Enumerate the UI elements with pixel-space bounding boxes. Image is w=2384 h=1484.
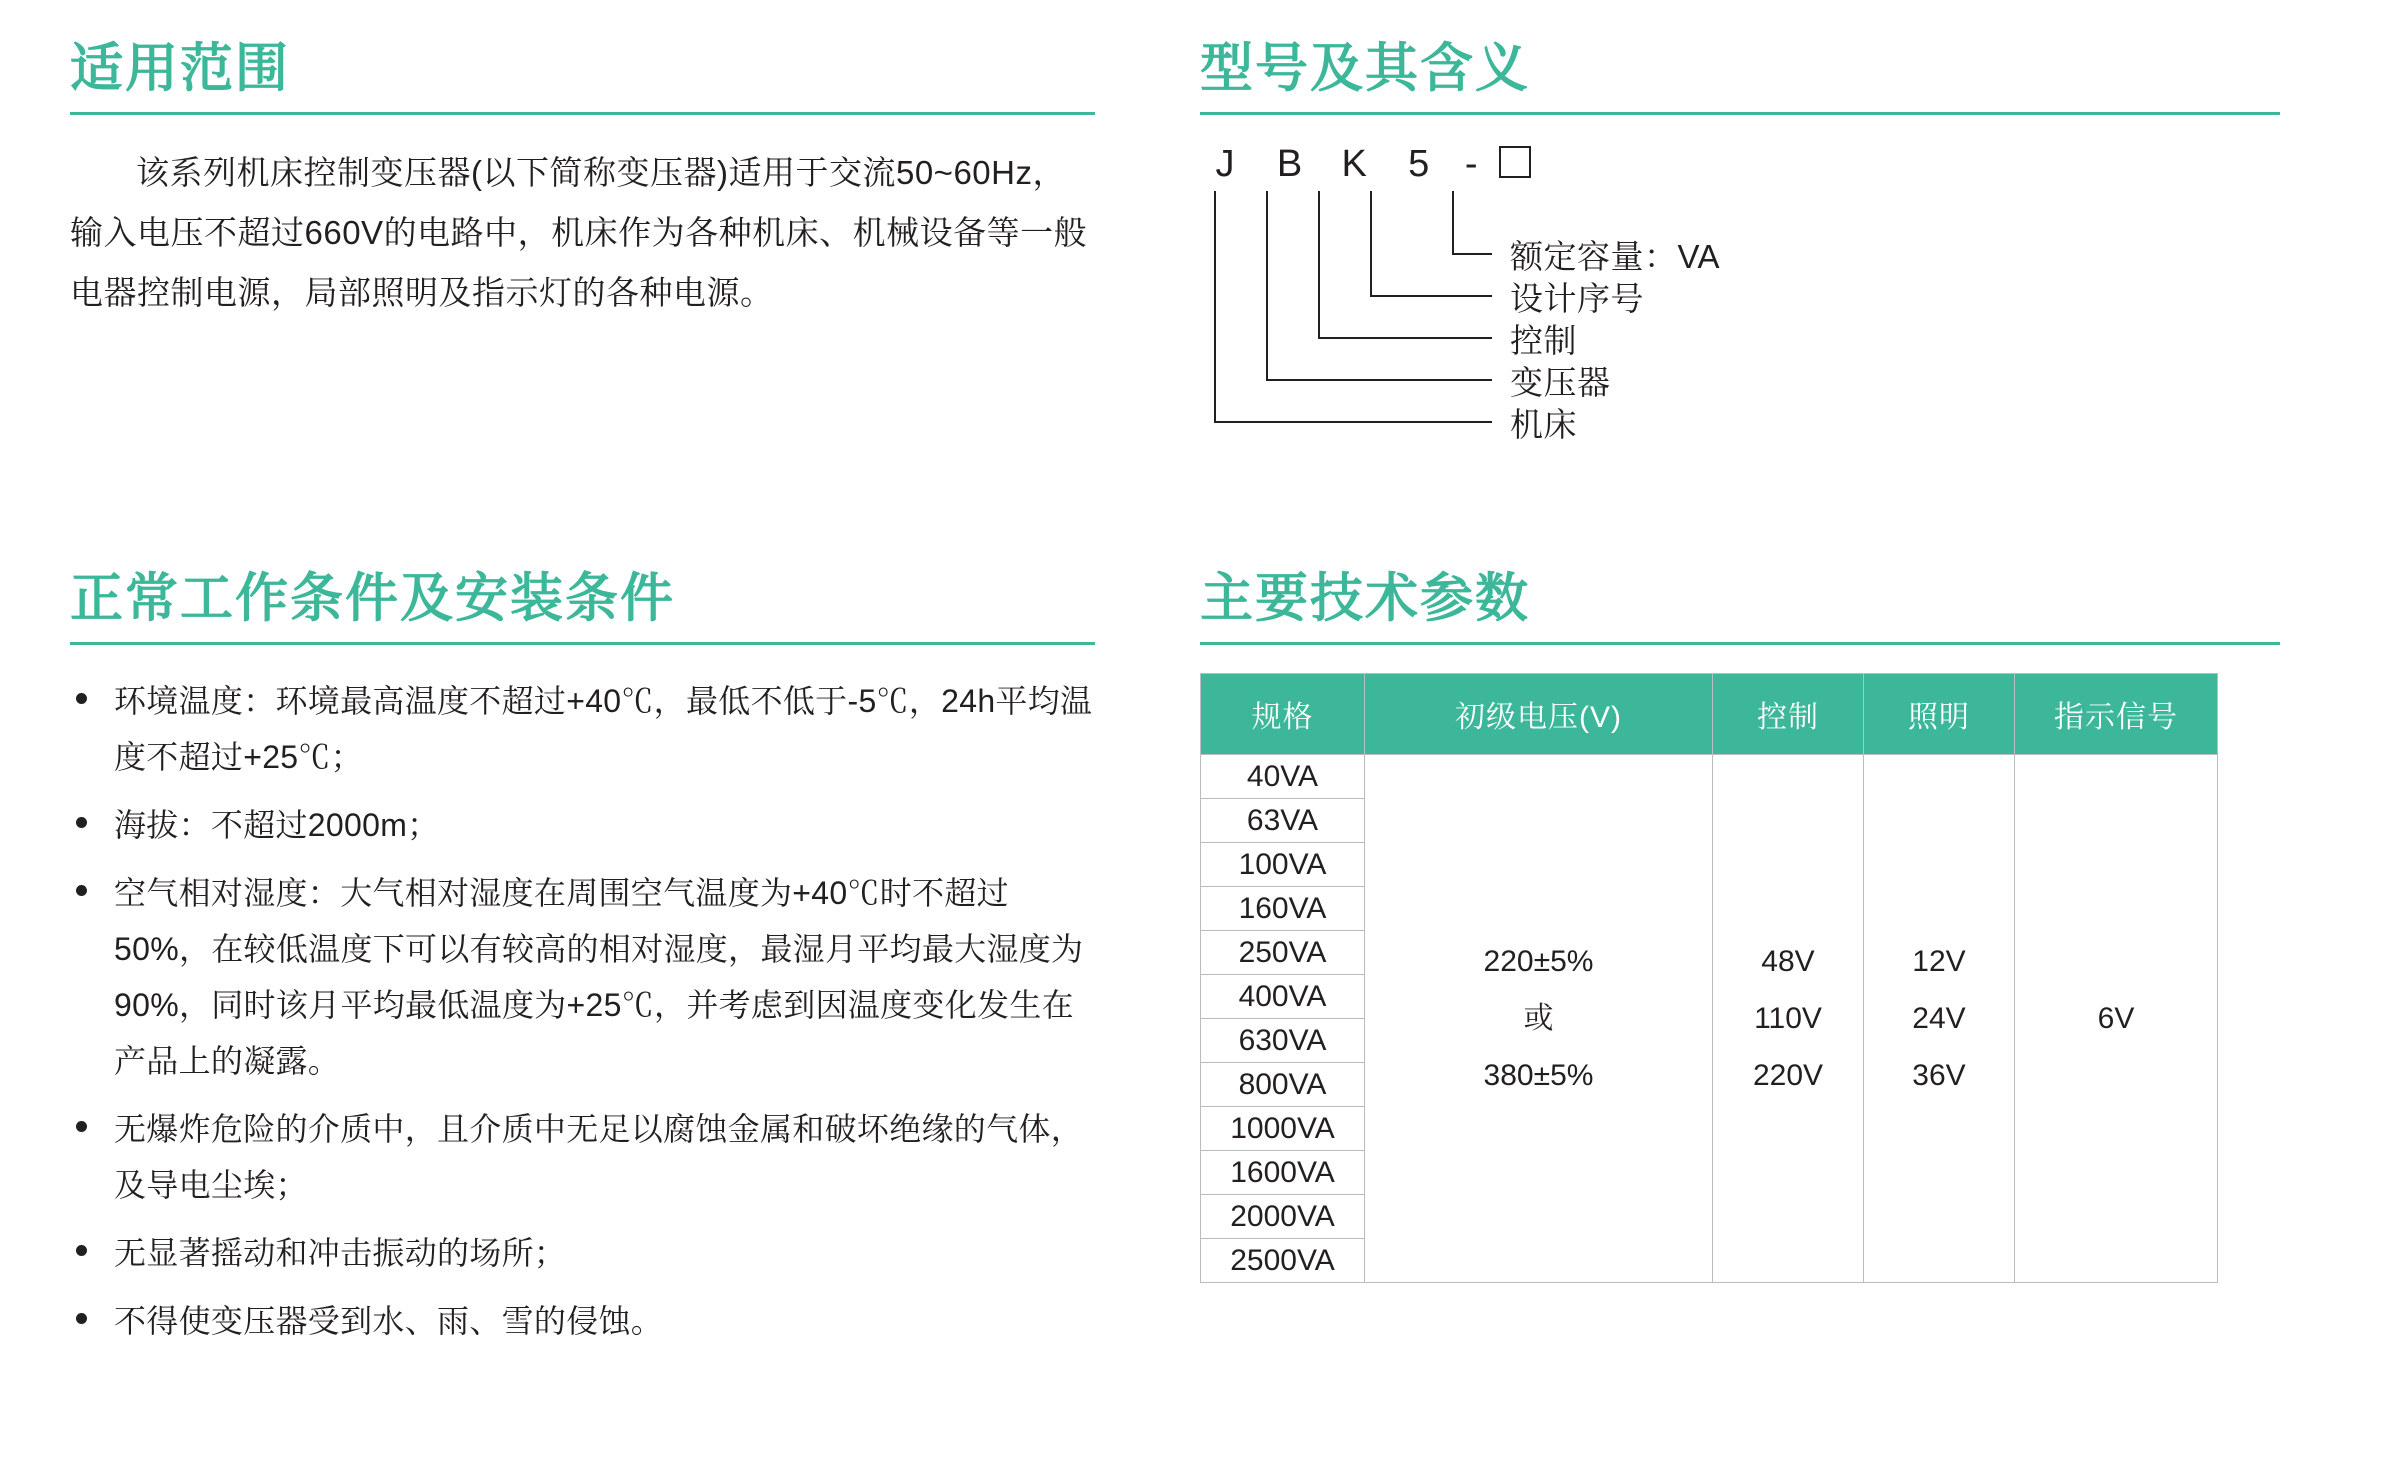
- model-code-string: [1200, 143, 1531, 186]
- bullet-dot-icon: [76, 1313, 87, 1324]
- section-params-title: 主要技术参数: [1200, 569, 1530, 628]
- section-scope-title: 适用范围: [70, 39, 290, 98]
- list-item-text: 环境温度：环境最高温度不超过+40℃，最低不低于-5℃，24h平均温度不超过+25℃；: [114, 683, 1093, 776]
- table-header-row: [1201, 674, 2218, 755]
- primary-voltage-line-3: 380±5%: [1483, 1059, 1594, 1093]
- lighting-line-3: 36V: [1912, 1059, 1966, 1093]
- control-line-1: 48V: [1761, 945, 1815, 979]
- list-item-text: 海拔：不超过2000m；: [114, 807, 440, 844]
- section-model: [1200, 40, 2280, 453]
- table-cell-primary-voltage: [1365, 755, 1713, 1283]
- model-code-digit-5: 5: [1408, 143, 1432, 186]
- section-model-divider: [1200, 112, 2280, 115]
- model-leader-design-label: 设计序号: [1510, 280, 1644, 318]
- model-code-diagram: [1200, 143, 2200, 453]
- section-scope-divider: [70, 112, 1095, 115]
- list-item: [70, 865, 1095, 1089]
- section-scope-paragraph: 该系列机床控制变压器(以下简称变压器)适用于交流50~60Hz，输入电压不超过660V的电路中，机床作为各种机床、机械设备等一般电器控制电源，局部照明及指示灯的各种电源。: [70, 154, 1088, 312]
- list-item-text: 空气相对湿度：大气相对湿度在周围空气温度为+40℃时不超过50%，在较低温度下可以有较高的相对湿度，最湿月平均最大湿度为90%，同时该月平均最低温度为+25℃，并考虑到因温度变化发生在产品上的凝露。: [114, 875, 1084, 1080]
- model-code-letter-j: J: [1215, 143, 1237, 186]
- table-cell-spec: 400VA: [1201, 975, 1365, 1019]
- table-cell-spec: 160VA: [1201, 887, 1365, 931]
- spec-table: [1200, 673, 2218, 1283]
- list-item-text: 不得使变压器受到水、雨、雪的侵蚀。: [114, 1303, 664, 1340]
- table-cell-spec: 1600VA: [1201, 1151, 1365, 1195]
- bullet-dot-icon: [76, 817, 87, 828]
- model-leader-transformer-label: 变压器: [1510, 364, 1611, 402]
- table-cell-spec: 2000VA: [1201, 1195, 1365, 1239]
- table-cell-spec: 2500VA: [1201, 1239, 1365, 1283]
- table-header-spec: 规格: [1201, 674, 1365, 755]
- section-scope: [70, 40, 1095, 323]
- table-cell-indicator: 6V: [2015, 755, 2218, 1283]
- section-params-divider: [1200, 642, 2280, 645]
- bullet-dot-icon: [76, 1121, 87, 1132]
- table-row: [1201, 755, 2218, 799]
- section-model-title: 型号及其含义: [1200, 39, 1530, 98]
- model-code-letter-k: K: [1341, 143, 1369, 186]
- table-cell-spec: 63VA: [1201, 799, 1365, 843]
- table-header-primary-voltage: 初级电压(V): [1365, 674, 1713, 755]
- primary-voltage-line-2: 或: [1523, 1002, 1554, 1036]
- model-leader-machine-label: 机床: [1510, 406, 1577, 444]
- bullet-dot-icon: [76, 885, 87, 896]
- list-item: [70, 1293, 1095, 1349]
- table-cell-spec: 250VA: [1201, 931, 1365, 975]
- primary-voltage-line-1: 220±5%: [1483, 945, 1594, 979]
- table-cell-spec: 1000VA: [1201, 1107, 1365, 1151]
- conditions-list: [70, 673, 1095, 1349]
- table-cell-spec: 630VA: [1201, 1019, 1365, 1063]
- lighting-line-2: 24V: [1912, 1002, 1966, 1036]
- list-item: [70, 1101, 1095, 1213]
- table-header-control: 控制: [1713, 674, 1864, 755]
- section-conditions-title: 正常工作条件及安装条件: [70, 569, 675, 628]
- table-cell-spec: 100VA: [1201, 843, 1365, 887]
- table-cell-spec: 800VA: [1201, 1063, 1365, 1107]
- model-leader-capacity-label: 额定容量：VA: [1510, 238, 1721, 276]
- section-conditions-divider: [70, 642, 1095, 645]
- table-header-indicator: 指示信号: [2015, 674, 2218, 755]
- lighting-line-1: 12V: [1912, 945, 1966, 979]
- table-cell-control: [1713, 755, 1864, 1283]
- control-line-3: 220V: [1752, 1059, 1824, 1093]
- table-cell-spec: 40VA: [1201, 755, 1365, 799]
- table-cell-lighting: [1864, 755, 2015, 1283]
- table-header-lighting: 照明: [1864, 674, 2015, 755]
- list-item-text: 无爆炸危险的介质中，且介质中无足以腐蚀金属和破坏绝缘的气体，及导电尘埃；: [114, 1111, 1084, 1204]
- section-conditions: [70, 570, 1095, 1361]
- model-code-separator: -: [1464, 143, 1480, 186]
- control-line-2: 110V: [1754, 1002, 1822, 1036]
- list-item: [70, 1225, 1095, 1281]
- model-code-letter-b: B: [1276, 143, 1305, 186]
- model-code-placeholder-box: [1499, 146, 1531, 178]
- bullet-dot-icon: [76, 693, 87, 704]
- list-item-text: 无显著摇动和冲击振动的场所；: [114, 1235, 567, 1272]
- list-item: [70, 673, 1095, 785]
- list-item: [70, 797, 1095, 853]
- model-leader-control-label: 控制: [1510, 322, 1577, 360]
- bullet-dot-icon: [76, 1245, 87, 1256]
- section-params: [1200, 570, 2280, 1283]
